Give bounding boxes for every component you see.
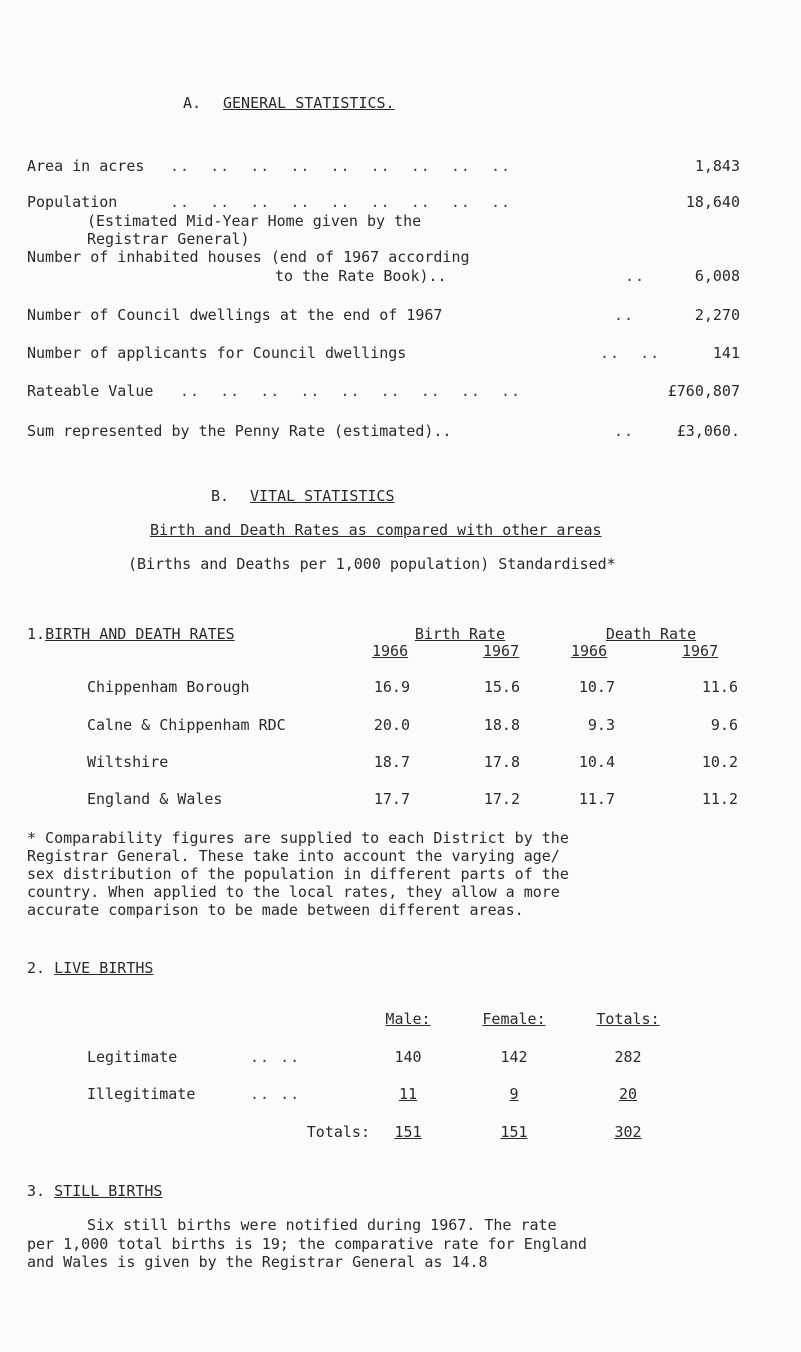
row-cell: 11 <box>398 1085 418 1103</box>
section-b-title: VITAL STATISTICS <box>250 487 395 505</box>
council-dwellings-dots: .. <box>614 306 635 324</box>
population-dots: .. .. .. .. .. .. .. .. .. <box>170 193 512 211</box>
row-cell: 151 <box>500 1123 528 1141</box>
still-births-line: per 1,000 total births is 19; the comparative rate for England <box>27 1235 587 1253</box>
rates-cell: 10.2 <box>701 753 738 771</box>
col-totals: Totals: <box>596 1010 660 1028</box>
row-dots: .. .. <box>250 1048 301 1066</box>
houses-label-1: Number of inhabited houses (end of 1967 according <box>27 248 470 266</box>
rateable-value-label: Rateable Value <box>27 382 154 400</box>
rates-cell: 17.7 <box>373 790 410 808</box>
still-births-heading: 3. STILL BIRTHS <box>27 1182 163 1200</box>
rates-cell: 20.0 <box>373 716 410 734</box>
rateable-value-value: £760,807 <box>667 382 740 400</box>
rates-area: England & Wales <box>87 790 223 808</box>
row-label: Totals: <box>306 1123 370 1141</box>
population-label: Population <box>27 193 118 211</box>
applicants-dots: .. .. <box>600 344 661 362</box>
rates-cell: 10.4 <box>578 753 615 771</box>
houses-dots: .. <box>625 267 646 285</box>
penny-rate-label: Sum represented by the Penny Rate (estimated).. <box>27 422 452 440</box>
population-note-1: (Estimated Mid-Year Home given by the <box>87 212 422 230</box>
rates-cell: 17.2 <box>483 790 520 808</box>
section-a-title: GENERAL STATISTICS. <box>223 94 395 112</box>
population-value: 18,640 <box>685 193 740 211</box>
penny-rate-value: £3,060. <box>676 422 740 440</box>
row-cell: 151 <box>394 1123 422 1141</box>
death-rate-label: Death Rate <box>605 625 697 643</box>
area-value: 1,843 <box>694 157 740 175</box>
row-dots: .. .. <box>250 1085 301 1103</box>
row-cell: 140 <box>394 1048 422 1066</box>
area-label: Area in acres <box>27 157 145 175</box>
council-dwellings-label: Number of Council dwellings at the end of 1967 <box>27 306 443 324</box>
still-births-line: and Wales is given by the Registrar General as 14.8 <box>27 1253 488 1271</box>
section-a-letter: A. <box>183 94 202 112</box>
footnote-line: country. When applied to the local rates, they allow a more <box>27 883 560 901</box>
section-b-subtitle: Birth and Death Rates as compared with other areas <box>150 521 602 539</box>
row-cell: 20 <box>618 1085 638 1103</box>
year-birth-1966: 1966 <box>372 642 409 660</box>
rates-cell: 17.8 <box>483 753 520 771</box>
col-female: Female: <box>482 1010 546 1028</box>
footnote-line: accurate comparison to be made between different areas. <box>27 901 524 919</box>
rates-cell: 9.3 <box>587 716 615 734</box>
rates-cell: 9.6 <box>710 716 738 734</box>
live-births-heading: 2. LIVE BIRTHS <box>27 959 154 977</box>
row-cell: 9 <box>509 1085 519 1103</box>
rates-cell: 18.7 <box>373 753 410 771</box>
rates-cell: 11.2 <box>701 790 738 808</box>
row-label: Legitimate <box>87 1048 178 1066</box>
row-cell: 142 <box>500 1048 528 1066</box>
rates-cell: 10.7 <box>578 678 615 696</box>
rateable-value-dots: .. .. .. .. .. .. .. .. .. <box>180 382 522 400</box>
penny-rate-dots: .. <box>614 422 635 440</box>
footnote-line: Registrar General. These take into account the varying age/ <box>27 847 560 865</box>
applicants-label: Number of applicants for Council dwellings <box>27 344 407 362</box>
council-dwellings-value: 2,270 <box>694 306 740 324</box>
footnote-line: * Comparability figures are supplied to each District by the <box>27 829 569 847</box>
row-cell: 282 <box>614 1048 642 1066</box>
houses-label-2: to the Rate Book).. <box>275 267 447 285</box>
houses-value: 6,008 <box>694 267 740 285</box>
rates-cell: 16.9 <box>373 678 410 696</box>
applicants-value: 141 <box>712 344 740 362</box>
year-birth-1967: 1967 <box>483 642 520 660</box>
rates-heading: 1.BIRTH AND DEATH RATES <box>27 625 235 643</box>
still-births-line: Six still births were notified during 1967. The rate <box>87 1216 557 1234</box>
row-label: Illegitimate <box>87 1085 196 1103</box>
rates-cell: 15.6 <box>483 678 520 696</box>
rates-cell: 11.6 <box>701 678 738 696</box>
row-cell: 302 <box>614 1123 642 1141</box>
year-death-1967: 1967 <box>682 642 719 660</box>
rates-cell: 11.7 <box>578 790 615 808</box>
rates-area: Chippenham Borough <box>87 678 250 696</box>
area-dots: .. .. .. .. .. .. .. .. .. <box>170 157 512 175</box>
rates-area: Wiltshire <box>87 753 169 771</box>
population-note-2: Registrar General) <box>87 230 250 248</box>
footnote-line: sex distribution of the population in different parts of the <box>27 865 569 883</box>
birth-rate-label: Birth Rate <box>414 625 506 643</box>
rates-cell: 18.8 <box>483 716 520 734</box>
col-male: Male: <box>385 1010 431 1028</box>
rates-area: Calne & Chippenham RDC <box>87 716 286 734</box>
section-b-letter: B. <box>211 487 230 505</box>
year-death-1966: 1966 <box>571 642 608 660</box>
section-b-subtitle-2: (Births and Deaths per 1,000 population) Standardised* <box>128 555 616 573</box>
